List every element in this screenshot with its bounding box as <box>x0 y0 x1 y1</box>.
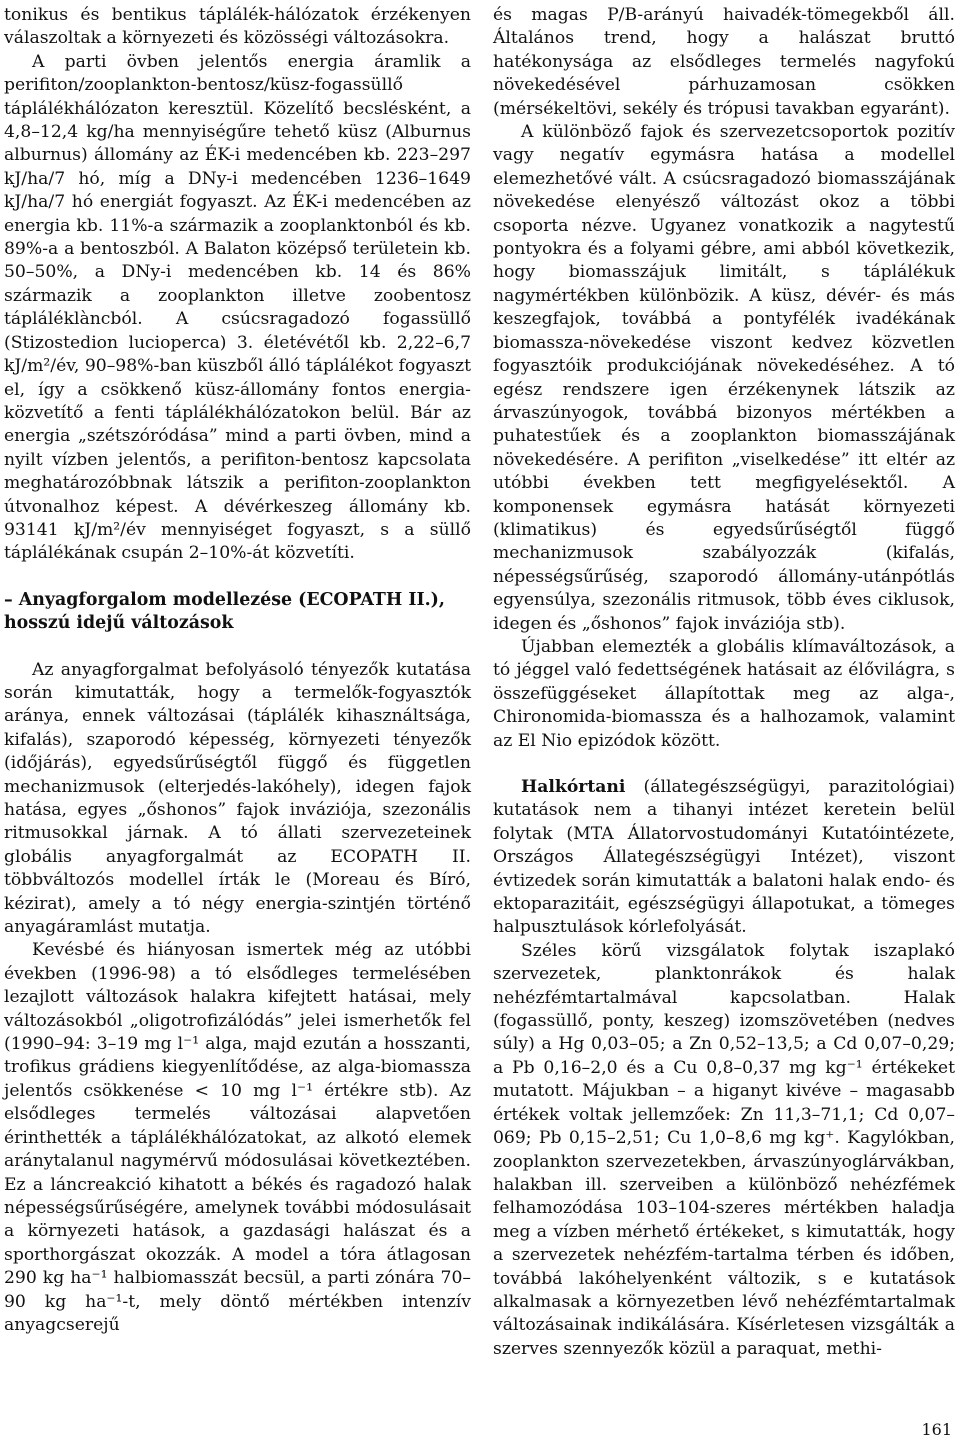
right-paragraph-4-text: (állategészségügyi, parazitológiai) kutatások nem a tihanyi intézet keretein belül folytak (MTA Állatorvostudományi Kutatóintézete, Országos Állategészségügyi Intézet), viszont évtizedek során kimutatták a balatoni halak endo- és ektoparazitáit, egészségügyi állapotukat, a tömeges halpusztulások kórlefolyását. <box>493 777 955 938</box>
section-heading: – Anyagforgalom modellezése (ECOPATH II.), hosszú idejű változások <box>4 589 445 634</box>
right-column <box>493 4 955 1361</box>
page-number: 161 <box>921 1420 952 1439</box>
right-paragraph-2: A különböző fajok és szervezetcsoportok pozitív vagy negatív egymásra hatása a modellel elemezhetővé vált. A csúcsragadozó biomasszájának növekedése elenyésző változást okoz a többi csoporta nézve. Ugyanez vonatkozik a nagytestű pontyokra és a folyami gébre, ami abból következik, hogy biomasszájuk limitált, s táplálékuk nagymértékben különbözik. A küsz, dévér- és más keszegfajok, továbbá a pontyfélék ivadékának biomassza-növekedése viszont kedvez közvetlen fogyasztóik produkciójának növekedéséhez. A tó egész rendszere igen érzékenynek látszik az árvaszúnyogok, továbbá bizonyos mértékben a puhatestűek és a zooplankton biomasszájának növekedésére. A perifiton „viselkedése” itt eltér az utóbbi években tett megfigyelésektől. A komponensek egymásra hatását környezeti (klimatikus) és egyedsűrűségtől függő mechanizmusok szabályozzák (kifalás, népességsűrűség, szaporodó állomány-utánpótlás egyensúlya, szezonális ritmusok, több éves ciklusok, idegen és „őshonos” fajok inváziója stb). <box>493 122 955 634</box>
left-paragraph-3: Az anyagforgalmat befolyásoló tényezők kutatása során kimutatták, hogy a termelők-fogyasztók aránya, ennek változásai (táplálék kihasználtsága, kifalás), szaporodó képesség, környezeti tényezők (időjárás), egyedsűrűségtől függő és független mechanizmusok (elterjedés-lakóhely), idegen fajok hatása, egyes „őshonos” fajok inváziója, szezonális ritmusokkal járnak. A tó állati szervezeteinek globális anyagforgalmát az ECOPATH II. többváltozós modellel írták le (Moreau és Bíró, kézirat), amely a tó négy energia-szintjén történő anyagáramlást mutatja. <box>4 659 471 938</box>
right-paragraph-1: és magas P/B-arányú haivadék-tömegekből áll. Általános trend, hogy a halászat bruttó hatékonysága az elsődleges termelés nagyfokú növekedésével párhuzamosan csökken (mérsékeltövi, sekély és trópusi tavakban egyaránt). <box>493 5 955 119</box>
right-paragraph-5: Széles körű vizsgálatok folytak iszaplakó szervezetek, planktonrákok és halak nehézfémtartalmával kapcsolatban. Halak (fogassüllő, ponty, keszeg) izomszövetében (nedves súly) a Hg 0,03–05; a Zn 0,52–13,5; a Cd 0,07–0,29; a Pb 0,16–2,0 és a Cu 0,8–0,37 mg kg⁻¹ értékeket mutatott. Májukban – a higanyt kivéve – magasabb értékek voltak jellemzőek: Zn 11,3–71,1; Cd 0,07–069; Pb 0,15–2,51; Cu 1,0–8,6 mg kg⁺. Kagylókban, zooplankton szervezetekben, árvaszúnyoglárvákban, halakban ill. szerveiben a különböző nehézfémek felhamozódása 103–104-szeres mértékben haladja meg a vízben mérhető értékeket, s kimutatták, hogy a szervezetek nehézfém-tartalma térben és időben, továbbá lakóhelyenként változik, s e kutatások alkalmasak a környezetben lévő nehézfémtartalmak változásainak indikálására. Kísérletesen vizsgálták a szerves szennyezők közül a paraquat, methi- <box>493 940 955 1359</box>
right-paragraph-4 <box>493 776 955 940</box>
left-paragraph-2: A parti övben jelentős energia áramlik a perifiton/zooplankton-bentosz/küsz-fogassüllő táplálékhálózaton keresztül. Közelítő becslésként, a 4,8–12,4 kg/ha mennyiségűre tehető küsz (Alburnus alburnus) állomány az ÉK-i medencében kb. 223–297 kJ/ha/7 hó, míg a DNy-i medencében 1236–1649 kJ/ha/7 hó energiát fogyaszt. Az ÉK-i medencében az energia kb. 11%-a származik a zooplanktonból és kb. 89%-a a bentoszból. A Balaton középső területein kb. 50–50%, a DNy-i medencében kb. 14 és 86% származik a zooplankton illetve zoobentosz tápláléklàncból. A csúcsragadozó fogassüllő (Stizostedion lucioperca) 3. életévétől kb. 2,22–6,7 kJ/m²/év, 90–98%-ban küszből álló táplálékot fogyaszt el, így a csökkenő küsz-állomány fontos energia-közvetítő a fenti táplálékhálózatokon belül. Bár az energia „szétszóródása” mind a parti övben, mind a nyilt vízben jelentős, a perifiton-bentosz kapcsolata meghatározóbbnak látszik a perifiton-zooplankton útvonalhoz képest. A dévérkeszeg állomány kb. 93141 kJ/m²/év mennyiséget fogyaszt, s a süllő táplálékának csupán 2–10%-át közvetíti. <box>4 51 471 564</box>
left-paragraph-1: tonikus és bentikus táplálék-hálózatok érzékenyen válaszoltak a környezeti és közösségi változásokra. <box>4 5 471 49</box>
left-paragraph-4: Kevésbé és hiányosan ismertek még az utóbbi években (1996-98) a tó elsődleges termelésében lezajlott változások halakra kifejtett hatásai, mely változásokból „oligotrofizálódás” jelei ismerhetők fel (1990–94: 3–19 mg l⁻¹ alga, majd ezután a hosszanti, trofikus grádiens kiegyenlítődése, az alga-biomassza jelentős csökkenése < 10 mg l⁻¹ értékre stb). Az elsődleges termelés változásai alapvetően érinthették a táplálékhálózatokat, az alkotó elemek aránytalanul nagymérvű módosulásai következtében. Ez a láncreakció kihatott a békés és ragadozó halak népességsűrűségére, amelynek további módosulásait a környezeti hatások, a gazdasági halászat és a sporthorgászat okozzák. A model a tóra átlagosan 290 kg ha⁻¹ halbiomasszát becsül, a parti zónára 70–90 kg ha⁻¹-t, mely döntő mértékben intenzív anyagcserejű <box>4 940 471 1335</box>
right-paragraph-3: Újabban elemezték a globális klímaváltozások, a tó jéggel való fedettségének hatásait az élővilágra, s összefüggéseket állapítottak meg az alga-, Chironomida-biomassza és a halhozamok, valamint az El Nio epizódok között. <box>493 636 955 751</box>
left-column <box>4 4 471 1337</box>
halkortani-term: Halkórtani <box>521 777 626 797</box>
